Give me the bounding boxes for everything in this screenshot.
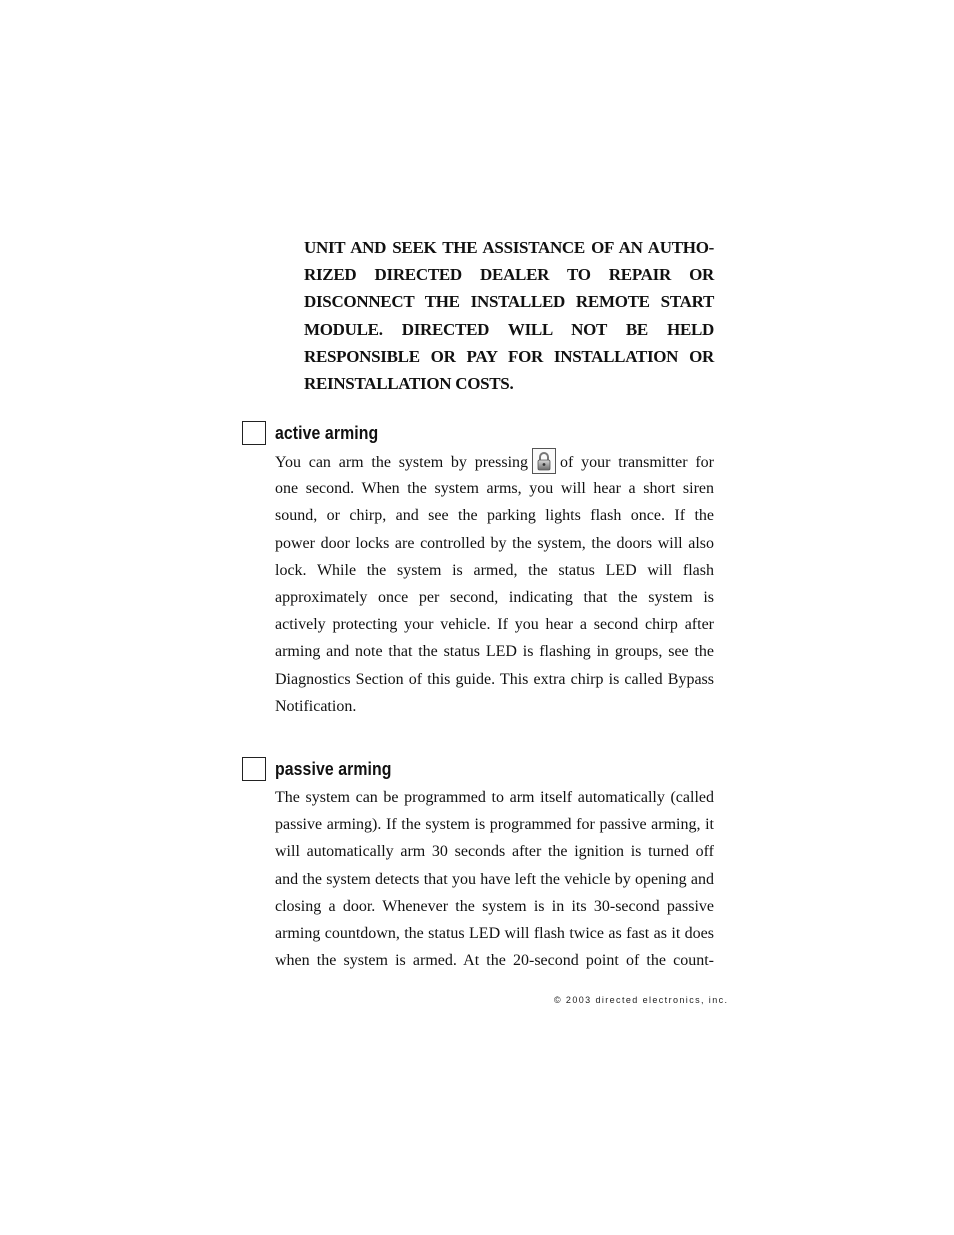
passive-arming-checkbox[interactable] [242, 757, 266, 781]
body-line: will automatically arm 30 seconds after the ignition is turned off [275, 843, 714, 861]
active-arming-checkbox[interactable] [242, 421, 266, 445]
warning-line: RESPONSIBLE OR PAY FOR INSTALLATION OR [304, 346, 714, 366]
body-line: one second. When the system arms, you will hear a short siren [275, 480, 714, 498]
body-line: lock. While the system is armed, the status LED will flash [275, 561, 714, 579]
active-arming-heading: active arming [275, 423, 379, 443]
copyright-footer: © 2003 directed electronics, inc. [554, 995, 729, 1005]
passive-arming-heading: passive arming [275, 759, 392, 779]
body-text-segment: of your transmitter for [560, 454, 714, 471]
body-line: power door locks are controlled by the system, the doors will also [275, 534, 714, 552]
body-line: arming and note that the status LED is flashing in groups, see the [275, 643, 714, 661]
body-line: Diagnostics Section of this guide. This extra chirp is called Bypass [275, 670, 714, 688]
passive-arming-body [275, 784, 714, 974]
body-line: closing a door. Whenever the system is in its 30-second passive [275, 897, 714, 915]
body-line: approximately once per second, indicating that the system is [275, 588, 714, 606]
warning-line: MODULE. DIRECTED WILL NOT BE HELD [304, 319, 714, 339]
warning-line: REINSTALLATION COSTS. [304, 373, 514, 393]
body-line [275, 448, 714, 475]
warning-line: UNIT AND SEEK THE ASSISTANCE OF AN AUTHO- [304, 238, 714, 257]
body-line: sound, or chirp, and see the parking lights flash once. If the [275, 507, 714, 525]
warning-notice [304, 234, 714, 397]
body-line: passive arming). If the system is programmed for passive arming, it [275, 816, 714, 834]
body-line: arming countdown, the status LED will flash twice as fast as it does [275, 924, 714, 942]
lock-button-icon [532, 448, 556, 474]
body-line: The system can be programmed to arm itself automatically (called [275, 789, 714, 806]
warning-line: RIZED DIRECTED DEALER TO REPAIR OR [304, 265, 714, 285]
body-line: when the system is armed. At the 20-second point of the count- [275, 952, 714, 970]
body-text-segment: You can arm the system by pressing [275, 454, 529, 471]
body-line: Notification. [275, 697, 357, 715]
warning-line: DISCONNECT THE INSTALLED REMOTE START [304, 292, 714, 312]
body-line: actively protecting your vehicle. If you hear a second chirp after [275, 616, 714, 634]
active-arming-body [275, 448, 714, 720]
body-line: and the system detects that you have left the vehicle by opening and [275, 870, 714, 888]
